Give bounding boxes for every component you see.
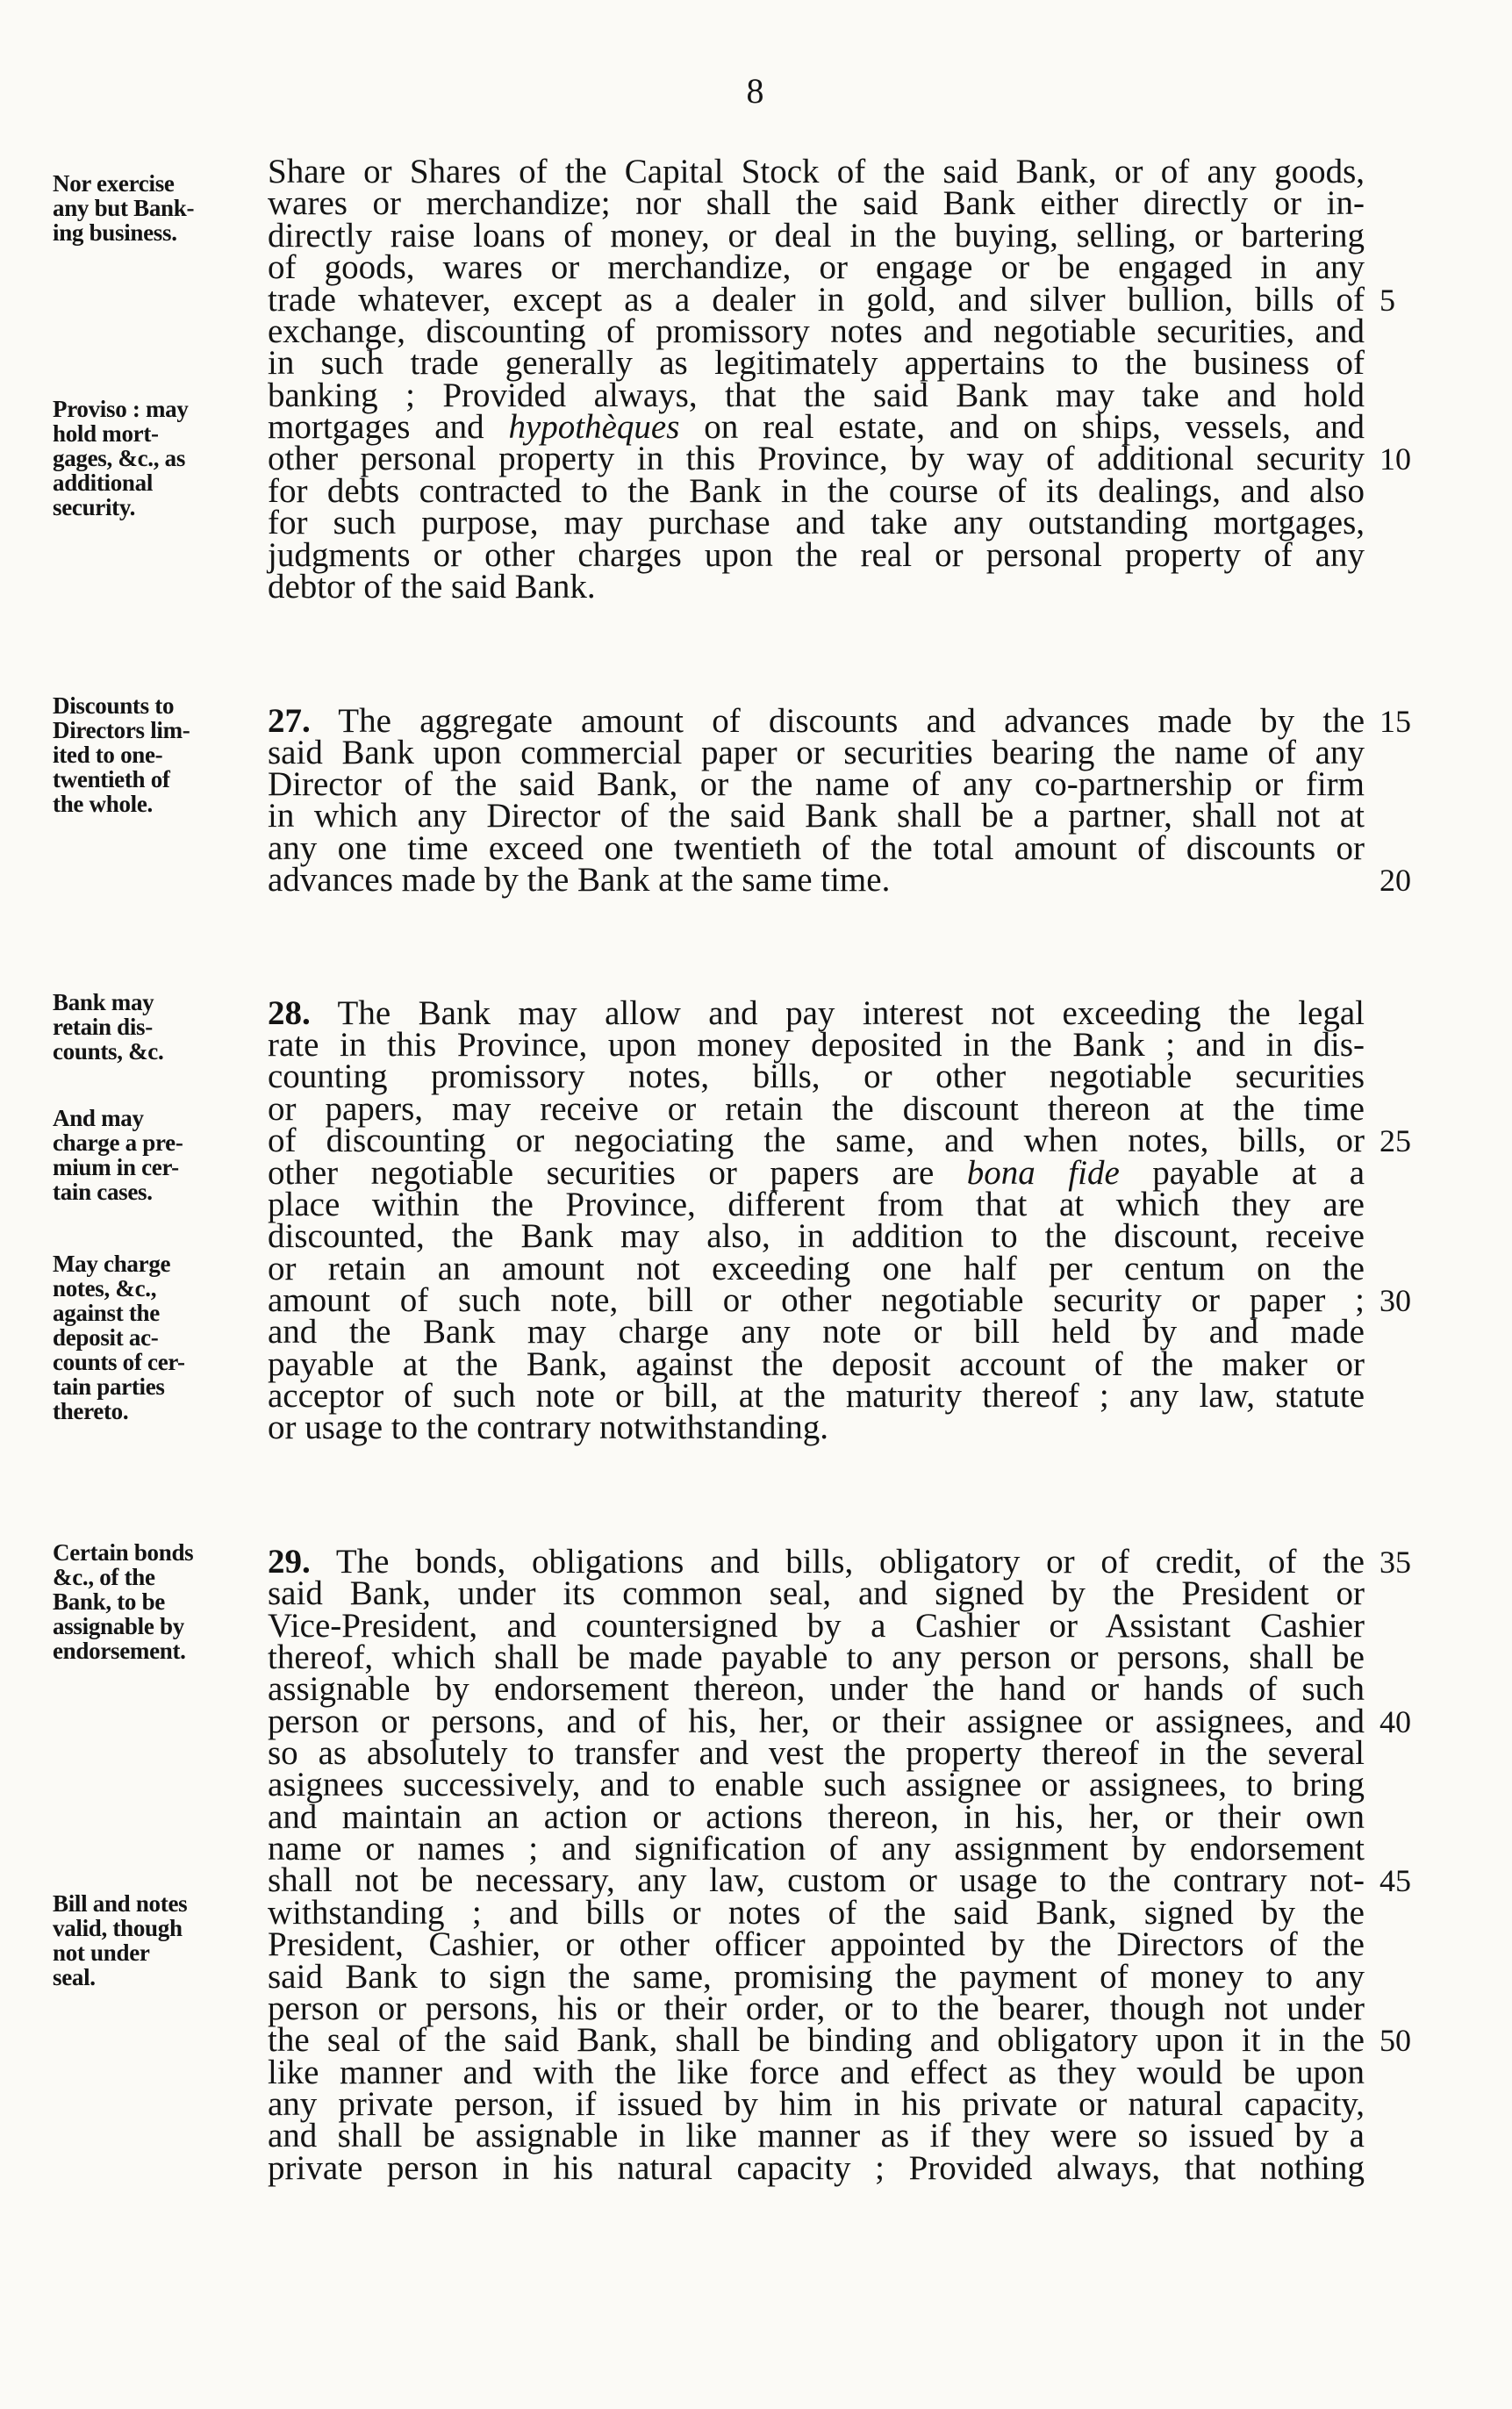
text-line: assignable by endorsement thereon, under the hand or hands of such: [268, 1670, 1365, 1708]
margin-note: [53, 1540, 268, 1663]
text-line: and shall be assignable in like manner as if they were so issued by a: [268, 2117, 1365, 2154]
text-line: said Bank upon commercial paper or securities bearing the name of any: [268, 734, 1365, 771]
text-line: thereof, which shall be made payable to any person or persons, shall be: [268, 1638, 1365, 1676]
margin-note-line: May charge: [53, 1251, 171, 1277]
line-number: 20: [1379, 863, 1411, 898]
text-line: wares or merchandize; nor shall the said Bank either directly or in-: [268, 184, 1365, 222]
text-line: said Bank, under its common seal, and signed by the President or: [268, 1574, 1365, 1612]
line-number: 25: [1379, 1123, 1411, 1158]
margin-note-line: endorsement.: [53, 1638, 186, 1664]
text-line: Vice-President, and countersigned by a Cashier or Assistant Cashier: [268, 1607, 1365, 1645]
margin-note: [53, 990, 268, 1064]
text-line: any one time exceed one twentieth of the total amount of discounts or: [268, 829, 1365, 867]
text-line: mortgages and hypothèques on real estate, and on ships, vessels, and: [268, 408, 1365, 446]
text-line: advances made by the Bank at the same time.: [268, 861, 891, 899]
line-number: 35: [1379, 1545, 1411, 1580]
text-line: for such purpose, may purchase and take any outstanding mortgages,: [268, 504, 1365, 541]
margin-note-line: gages, &c., as: [53, 445, 186, 471]
text-line: exchange, discounting of promissory notes and negotiable securities, and: [268, 312, 1365, 350]
text-line: any private person, if issued by him in his private or natural capacity,: [268, 2085, 1365, 2123]
text-line: for debts contracted to the Bank in the course of its dealings, and also: [268, 472, 1365, 510]
margin-note-line: counts, &c.: [53, 1038, 164, 1065]
margin-note-line: deposit ac-: [53, 1324, 159, 1351]
margin-note: [53, 1891, 268, 1990]
text-line: debtor of the said Bank.: [268, 568, 596, 606]
text-line: so as absolutely to transfer and vest the property thereof in the several: [268, 1734, 1365, 1772]
text-line: said Bank to sign the same, promising the payment of money to any: [268, 1958, 1365, 1996]
text-line: private person in his natural capacity ; Provided always, that nothing: [268, 2149, 1365, 2187]
text-line: discounted, the Bank may also, in addition to the discount, receive: [268, 1217, 1365, 1255]
margin-note-line: security.: [53, 494, 136, 520]
text-line: like manner and with the like force and effect as they would be upon: [268, 2054, 1365, 2091]
margin-note-line: assignable by: [53, 1613, 184, 1639]
margin-note-line: notes, &c.,: [53, 1275, 157, 1301]
margin-note: [53, 1106, 268, 1204]
margin-note-line: the whole.: [53, 791, 153, 817]
margin-note-line: twentieth of: [53, 766, 170, 792]
line-number: 15: [1379, 704, 1411, 739]
text-line: or usage to the contrary notwithstanding.: [268, 1409, 829, 1446]
margin-note-line: mium in cer-: [53, 1154, 179, 1180]
text-line: acceptor of such note or bill, at the maturity thereof ; any law, statute: [268, 1377, 1365, 1415]
text-line: or retain an amount not exceeding one half per centum on the: [268, 1250, 1365, 1287]
margin-note-line: Discounts to: [53, 692, 175, 719]
margin-note: [53, 171, 268, 245]
margin-note-line: Proviso : may: [53, 396, 189, 422]
text-line: shall not be necessary, any law, custom or usage to the contrary not-: [268, 1861, 1365, 1899]
page-number: 8: [746, 71, 766, 111]
margin-note-line: tain cases.: [53, 1179, 153, 1205]
line-number: 45: [1379, 1863, 1411, 1898]
text-line: of discounting or negociating the same, and when notes, bills, or: [268, 1122, 1365, 1159]
text-line: rate in this Province, upon money deposited in the Bank ; and in dis-: [268, 1026, 1365, 1064]
text-line: of goods, wares or merchandize, or engage or be engaged in any: [268, 248, 1365, 286]
line-number: 5: [1379, 283, 1395, 318]
margin-note-line: against the: [53, 1300, 160, 1326]
text-line: counting promissory notes, bills, or other negotiable securities: [268, 1058, 1365, 1095]
text-line: payable at the Bank, against the deposit account of the maker or: [268, 1345, 1365, 1383]
line-number: 30: [1379, 1283, 1411, 1318]
line-number: 10: [1379, 441, 1411, 477]
margin-note: [53, 693, 268, 816]
margin-note-line: Nor exercise: [53, 170, 175, 197]
text-line: judgments or other charges upon the real or personal property of any: [268, 536, 1365, 574]
text-line: and maintain an action or actions thereon, in his, her, or their own: [268, 1798, 1365, 1836]
text-line: the seal of the said Bank, shall be binding and obligatory upon it in the: [268, 2021, 1365, 2059]
margin-note-line: Certain bonds: [53, 1539, 194, 1566]
text-line: Director of the said Bank, or the name of any co-partnership or firm: [268, 765, 1365, 803]
text-line: trade whatever, except as a dealer in gold, and silver bullion, bills of: [268, 281, 1365, 319]
margin-note-line: ing business.: [53, 219, 177, 246]
margin-note: [53, 1251, 268, 1423]
text-line: banking ; Provided always, that the said Bank may take and hold: [268, 376, 1365, 414]
text-line: other personal property in this Province, by way of additional security: [268, 440, 1365, 477]
line-number: 50: [1379, 2023, 1411, 2058]
text-line: in which any Director of the said Bank shall be a partner, shall not at: [268, 797, 1365, 835]
text-line: and the Bank may charge any note or bill held by and made: [268, 1313, 1365, 1351]
text-line: directly raise loans of money, or deal in the buying, selling, or bartering: [268, 217, 1365, 255]
margin-note-line: ited to one-: [53, 742, 163, 768]
text-line: 28. The Bank may allow and pay interest not exceeding the legal: [268, 994, 1365, 1032]
text-line: amount of such note, bill or other negotiable security or paper ;: [268, 1281, 1365, 1319]
margin-note-line: additional: [53, 470, 154, 496]
text-line: Share or Shares of the Capital Stock of the said Bank, or of any goods,: [268, 153, 1365, 190]
text-line: 27. The aggregate amount of discounts and advances made by the: [268, 702, 1365, 740]
margin-note-line: &c., of the: [53, 1564, 155, 1590]
text-line: President, Cashier, or other officer appointed by the Directors of the: [268, 1925, 1365, 1963]
margin-note-line: valid, though: [53, 1915, 183, 1941]
margin-note-line: counts of cer-: [53, 1349, 185, 1375]
margin-note-line: tain parties: [53, 1373, 165, 1400]
margin-note-line: Bill and notes: [53, 1890, 188, 1917]
margin-note-line: thereto.: [53, 1398, 129, 1424]
margin-note-line: retain dis-: [53, 1014, 153, 1040]
text-line: withstanding ; and bills or notes of the said Bank, signed by the: [268, 1894, 1365, 1932]
line-number: 40: [1379, 1704, 1411, 1739]
text-line: person or persons, his or their order, or to the bearer, though not under: [268, 1990, 1365, 2027]
margin-note-line: not under: [53, 1939, 150, 1966]
margin-note-line: any but Bank-: [53, 195, 195, 221]
text-line: name or names ; and signification of any assignment by endorsement: [268, 1830, 1365, 1868]
text-line: person or persons, and of his, her, or their assignee or assignees, and: [268, 1703, 1365, 1740]
text-line: place within the Province, different from that at which they are: [268, 1186, 1365, 1223]
margin-note-line: charge a pre-: [53, 1129, 183, 1156]
margin-note-line: Directors lim-: [53, 717, 190, 743]
margin-note: [53, 397, 268, 520]
text-line: 29. The bonds, obligations and bills, obligatory or of credit, of the: [268, 1543, 1365, 1581]
margin-note-line: Bank may: [53, 989, 154, 1015]
text-line: or papers, may receive or retain the discount thereon at the time: [268, 1090, 1365, 1128]
text-line: asignees successively, and to enable such assignee or assignees, to bring: [268, 1766, 1365, 1803]
text-line: other negotiable securities or papers are bona fide payable at a: [268, 1154, 1365, 1192]
text-line: in such trade generally as legitimately appertains to the business of: [268, 344, 1365, 382]
margin-note-line: And may: [53, 1105, 144, 1131]
margin-note-line: hold mort-: [53, 420, 159, 447]
margin-note-line: Bank, to be: [53, 1588, 165, 1615]
margin-note-line: seal.: [53, 1964, 96, 1990]
